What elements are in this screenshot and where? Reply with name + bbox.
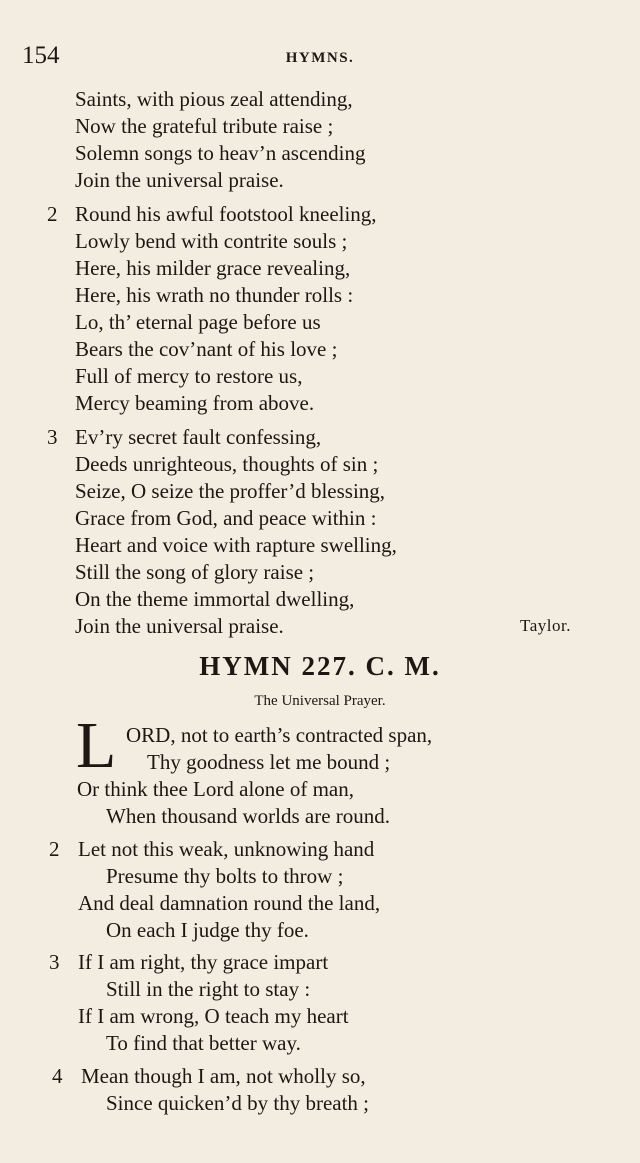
verse-line: ORD, not to earth’s contracted span, (126, 723, 433, 747)
verse-line: Since quicken’d by thy breath ; (106, 1091, 370, 1115)
verse-line: Join the universal praise. (75, 168, 284, 192)
verse-line: When thousand worlds are round. (106, 804, 391, 828)
stanza-number: 2 (47, 202, 58, 226)
hymn-subtitle: The Universal Prayer. (254, 693, 386, 709)
verse-line: Or think thee Lord alone of man, (77, 777, 354, 801)
stanza-number: 4 (52, 1064, 63, 1088)
stanza-number: 3 (49, 950, 60, 974)
verse-line: Round his awful footstool kneeling, (75, 202, 377, 226)
verse-line: Ev’ry secret fault confessing, (75, 425, 322, 449)
verse-line: If I am right, thy grace impart (78, 950, 329, 974)
verse-line: Lowly bend with contrite souls ; (75, 229, 348, 253)
verse-line: Lo, th’ eternal page before us (75, 310, 321, 334)
verse-line: Full of mercy to restore us, (75, 364, 303, 388)
verse-line: Presume thy bolts to throw ; (106, 864, 344, 888)
verse-line: Bears the cov’nant of his love ; (75, 337, 338, 361)
author-attribution: Taylor. (520, 616, 571, 635)
verse-line: Heart and voice with rapture swelling, (75, 533, 397, 557)
verse-line: Seize, O seize the proffer’d blessing, (75, 479, 386, 503)
verse-line: On the theme immortal dwelling, (75, 587, 355, 611)
drop-cap: L (76, 709, 117, 782)
verse-line: Grace from God, and peace within : (75, 506, 377, 530)
verse-line: Mercy beaming from above. (75, 391, 315, 415)
stanza-number: 2 (49, 837, 60, 861)
stanza-number: 3 (47, 425, 58, 449)
running-head: HYMNS. (285, 50, 355, 66)
verse-line: If I am wrong, O teach my heart (78, 1004, 349, 1028)
verse-line: Solemn songs to heav’n ascending (75, 141, 366, 165)
verse-line: Still in the right to stay : (106, 977, 311, 1001)
verse-line: Join the universal praise. (75, 614, 284, 638)
verse-line: And deal damnation round the land, (78, 891, 381, 915)
verse-line: On each I judge thy foe. (106, 918, 309, 942)
page-number: 154 (22, 42, 60, 69)
page-header (22, 42, 618, 74)
verse-line: Now the grateful tribute raise ; (75, 114, 334, 138)
verse-line: Here, his wrath no thunder rolls : (75, 283, 354, 307)
verse-line: Thy goodness let me bound ; (147, 750, 391, 774)
verse-line: Mean though I am, not wholly so, (81, 1064, 366, 1088)
hymn-title: HYMN 227. C. M. (199, 651, 441, 681)
verse-line: Here, his milder grace revealing, (75, 256, 351, 280)
verse-line: Deeds unrighteous, thoughts of sin ; (75, 452, 379, 476)
verse-line: Still the song of glory raise ; (75, 560, 315, 584)
verse-line: Saints, with pious zeal attending, (75, 87, 353, 111)
verse-line: To find that better way. (106, 1031, 301, 1055)
verse-line: Let not this weak, unknowing hand (78, 837, 375, 861)
